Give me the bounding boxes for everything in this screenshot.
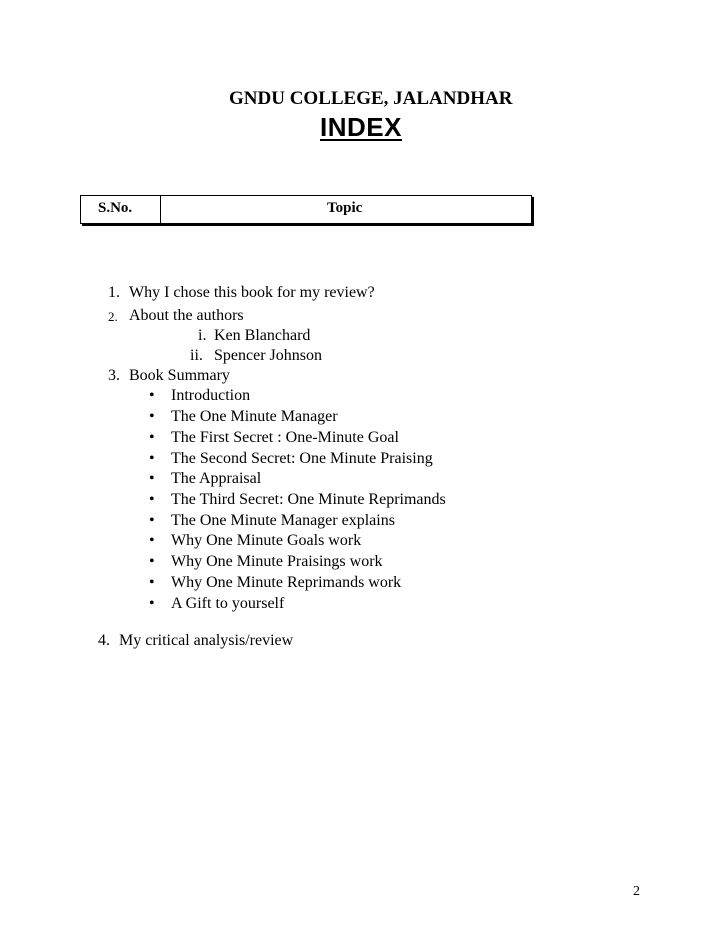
bullet-icon: • xyxy=(149,512,155,529)
list-item-number: 3. xyxy=(108,367,120,384)
bullet-text: The Third Secret: One Minute Reprimands xyxy=(171,491,446,508)
bullet-icon: • xyxy=(149,387,155,404)
index-table-header xyxy=(80,195,532,224)
bullet-text: Why One Minute Praisings work xyxy=(171,553,383,570)
sub-item-number: ii. xyxy=(190,347,203,364)
sub-item-text: Ken Blanchard xyxy=(214,327,311,344)
list-item-number: 1. xyxy=(108,284,120,301)
bullet-icon: • xyxy=(149,574,155,591)
bullet-text: Why One Minute Goals work xyxy=(171,532,362,549)
college-name: GNDU COLLEGE, JALANDHAR xyxy=(229,88,513,109)
list-item-text: My critical analysis/review xyxy=(119,632,294,649)
bullet-icon: • xyxy=(149,408,155,425)
list-item-text: Why I chose this book for my review? xyxy=(129,284,375,301)
bullet-icon: • xyxy=(149,532,155,549)
list-item-number: 4. xyxy=(98,632,110,649)
sub-item-text: Spencer Johnson xyxy=(214,347,322,364)
list-item-text: About the authors xyxy=(129,307,244,324)
bullet-text: Why One Minute Reprimands work xyxy=(171,574,402,591)
bullet-text: The One Minute Manager xyxy=(171,408,338,425)
column-header-topic: Topic xyxy=(327,200,363,216)
bullet-icon: • xyxy=(149,450,155,467)
bullet-icon: • xyxy=(149,429,155,446)
bullet-icon: • xyxy=(149,595,155,612)
bullet-text: The One Minute Manager explains xyxy=(171,512,395,529)
bullet-text: Introduction xyxy=(171,387,251,404)
bullet-icon: • xyxy=(149,491,155,508)
bullet-text: The Second Secret: One Minute Praising xyxy=(171,450,433,467)
bullet-icon: • xyxy=(149,553,155,570)
list-item-number: 2. xyxy=(108,309,118,324)
bullet-icon: • xyxy=(149,470,155,487)
list-item-text: Book Summary xyxy=(129,367,230,384)
bullet-text: The First Secret : One-Minute Goal xyxy=(171,429,399,446)
page-number: 2 xyxy=(633,884,640,899)
bullet-text: The Appraisal xyxy=(171,470,262,487)
column-divider xyxy=(160,196,161,223)
sub-item-number: i. xyxy=(198,327,207,344)
column-header-sno: S.No. xyxy=(98,200,133,216)
bullet-text: A Gift to yourself xyxy=(171,595,285,612)
index-title: INDEX xyxy=(320,112,402,142)
